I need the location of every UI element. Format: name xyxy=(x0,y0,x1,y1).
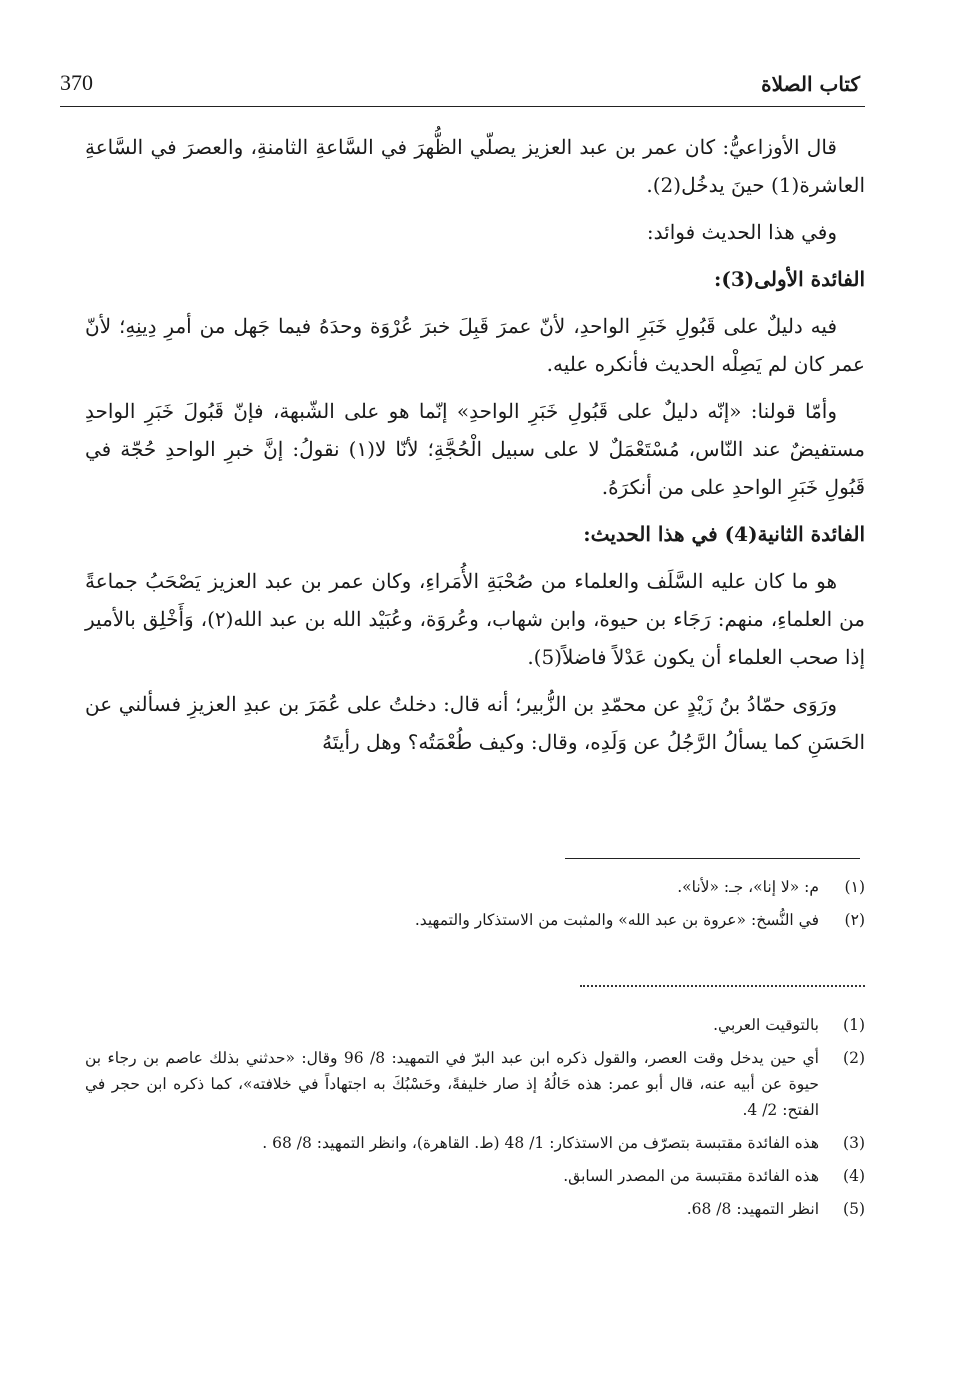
footnote-number: (1) xyxy=(843,1016,865,1034)
editor-footnotes xyxy=(85,874,865,940)
paragraph-awzai: قال الأوزاعيُّ: كان عمر بن عبد العزيز يصلّي الظُّهرَ في السَّاعةِ الثامنةِ، والعصرَ في السَّاعةِ العاشرة(1) حينَ يدخُل(2). xyxy=(85,135,865,197)
footnote-item xyxy=(85,874,865,900)
author-footnotes xyxy=(85,1012,865,1229)
heading-first-benefit: الفائدة الأولى(3): xyxy=(714,267,865,291)
footnote-item xyxy=(85,1012,865,1038)
footnote-number: (١) xyxy=(844,878,865,896)
footnote-text: انظر التمهيد: 8/ 68. xyxy=(686,1200,819,1218)
running-title: كتاب الصلاة xyxy=(761,72,860,96)
paragraph-first-benefit: فيه دليلٌ على قَبُولِ خَبَرِ الواحدِ، لأنّ عمرَ قَبِلَ خبرَ عُرْوَة وحدَهُ فيما جَهل من أمرِ دِينِهِ؛ لأنّ عمر كان لم يَصِلْه الحديث فأنكره عليه. xyxy=(85,314,865,376)
footnote-text: في النُّسخ: «عروة بن عبد الله» والمثبت من الاستذكار والتمهيد. xyxy=(414,911,819,929)
paragraph-hammad: ورَوَى حمّادُ بنُ زَيْدٍ عن محمّدِ بن الزُّبير؛ أنه قال: دخلتُ على عُمَرَ بن عبدِ العزيزِ فسألني عن الحَسَنِ كما يسألُ الرَّجُلُ عن وَلَدِه، وقال: وكيف طُعْمَتُه؟ وهل رأيتَهُ xyxy=(85,692,865,754)
footnote-item xyxy=(85,1045,865,1123)
footnote-item xyxy=(85,1196,865,1222)
footnote-text: بالتوقيت العربي. xyxy=(713,1016,819,1034)
footnote-dotted-separator xyxy=(580,985,865,987)
page-number: 370 xyxy=(60,70,93,95)
footnote-rule xyxy=(565,858,860,859)
footnote-item xyxy=(85,907,865,933)
footnote-text: هذه الفائدة مقتبسة من المصدر السابق. xyxy=(563,1167,819,1185)
paragraph-second-benefit: هو ما كان عليه السَّلَف والعلماء من صُحْبَةِ الأُمَراءِ، وكان عمر بن عبد العزيز يَصْحَبُ جماعةً من العلماءِ، منهم: رَجَاء بن حيوة، وابن شهاب، وعُروَة، وعُبَيْد الله بن عبد الله(٢)، وَأَخْلِق بالأمير إذا صحب العلماء أن يكون عَدْلاً فاضلاً(5). xyxy=(85,569,866,669)
main-text xyxy=(85,128,865,770)
footnote-text: م: «لا إنا»، جـ: «لأنا». xyxy=(677,878,819,896)
paragraph-first-benefit-note: وأمّا قولنا: «إنّه دليلٌ على قَبُولِ خَبَرِ الواحدِ» إنّما هو على الشّبهة، فإنّ قَبُولَ خَبَرِ الواحدِ مستفيضٌ عند النّاس، مُسْتَعْمَلٌ لا على سبيل الْحُجَّةِ؛ لأنّا لا(١) نقولُ: إنَّ خبرِ الواحدِ حُجّة في قَبُولِ خَبَرِ الواحدِ على من أنكرَهُ. xyxy=(85,399,865,499)
paragraph-fawaid-intro: وفي هذا الحديث فوائد: xyxy=(646,220,837,244)
footnote-item xyxy=(85,1163,865,1189)
page-header xyxy=(60,70,860,104)
footnote-number: (4) xyxy=(843,1167,865,1185)
header-rule xyxy=(60,106,865,107)
footnote-number: (3) xyxy=(843,1134,865,1152)
footnote-number: (5) xyxy=(843,1200,865,1218)
footnote-text: أي حين يدخل وقت العصر، والقول ذكره ابن عبد البرّ في التمهيد: 8/ 96 وقال: «حدثني بذلك عاصم بن رجاء بن حيوة عن أبيه عنه، قال أبو عمر: هذه حَالُهُ إذ صار خليفةً، وحَسْبُكَ به اجتهاداً في خلافته»، كما ذكره ابن حجر في الفتح: 2/ 4. xyxy=(85,1049,819,1119)
footnote-number: (٢) xyxy=(844,911,865,929)
footnote-item xyxy=(85,1130,865,1156)
footnote-text: هذه الفائدة مقتبسة بتصرّف من الاستذكار: 1/ 48 (ط. القاهرة)، وانظر التمهيد: 8/ 68 . xyxy=(262,1134,819,1152)
footnote-number: (2) xyxy=(843,1049,865,1067)
heading-second-benefit: الفائدة الثانية(4) في هذا الحديث: xyxy=(583,522,865,546)
